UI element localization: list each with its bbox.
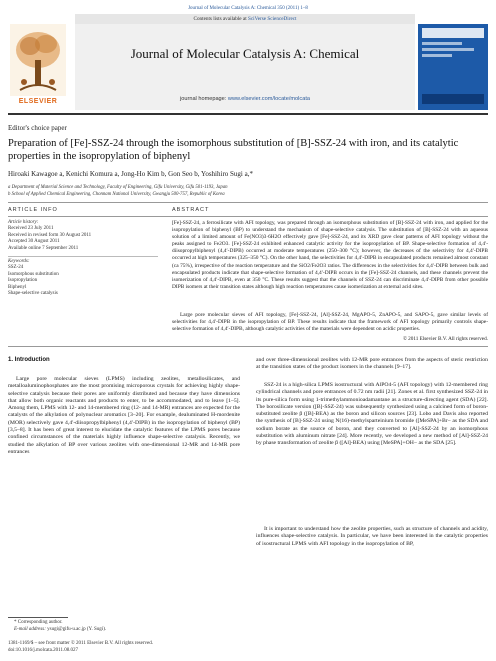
footnote-rule [8,617,68,618]
article-info-heading: ARTICLE INFO [8,207,58,213]
article-history [8,220,158,252]
abstract-heading: ABSTRACT [172,207,210,213]
author-list: Hiroaki Kawagoe a, Kenichi Komura a, Jong-Ho Kim b, Gon Seo b, Yoshihiro Sugi a,* [8,170,253,178]
keywords-block [8,259,158,297]
keyword-item: Shape-selective catalysis [8,291,58,297]
issn-line: 1381-1169/$ – see front matter © 2011 Elsevier B.V. All rights reserved. [8,641,153,646]
running-head: Journal of Molecular Catalysis A: Chemical 350 (2011) 1–8 [188,6,308,11]
affiliation-a: a Department of Material Science and Technology, Faculty of Engineering, Gifu University, Gifu 501-1193, Japan [8,185,228,190]
journal-cover-thumbnail [418,24,488,110]
divider-info [8,216,488,217]
elsevier-tree-logo [10,24,66,96]
tree-logo-icon [10,24,66,96]
author-email [8,627,246,633]
info-divider [8,256,158,257]
elsevier-wordmark: ELSEVIER [18,98,58,105]
keyword-item: Biphenyl [8,284,27,290]
doi-link[interactable]: doi:10.1016/j.molcata.2011.08.027 [8,648,78,653]
divider-bottom [8,346,488,347]
abstract-paragraph-2: Large pore molecular sieves of AFI topology, [Fe]-SSZ-24, [Al]-SSZ-24, MgAPO-5, ZnAPO-5, and SAPO-5, gave similar levels of selectivities for 4,4′-DIPB in the isopropylation of BP. These results indicate that the framework of AFI topology primarily controls shape-selective formation of 4,4′-DIPB, although catalytic activities of the materials were dependent on acidic properties. [172,312,488,333]
keyword-item: SSZ-24 [8,265,24,271]
history-label: Article history: [8,220,39,225]
header-rule [8,113,488,115]
introduction-left-column: Large pore molecular sieves (LPMS) including zeolites, metallosilicates, and metalloaluminophosphates are the most promising microporous crystals for achieving highly shape-selective catalysis because their pores are uniformly distributed and because they have dimensions that allow both organic reactants and products to enter, to be accommodated, and to leave [1–5]. Among them, LPMS with 12- and 14-membered ring (12- and 14-MR) entrances are expected for the catalysts of the alkylation of polynuclear aromatics [3–20]. For example, dealuminated H-mordenite (MOR) selectively gave 4,4′-diisopropylbiphenyl (4,4′-DIPB) in the isopropylation of biphenyl (BP) [3,5–8]. It has been of great interest to elucidate the catalytic features of the LPMS pores because confined circumstances of the materials highly influence shape-selective catalysis. Recently, we studied the alkylation of BP over various zeolites with one-dimensional 12-MR and 14-MR pore entrances [8,376,240,455]
copyright-notice: © 2011 Elsevier B.V. All rights reserved. [402,336,488,342]
sciencedirect-link[interactable]: SciVerse ScienceDirect [247,16,297,22]
introduction-heading: 1. Introduction [8,357,50,363]
corresponding-author: * Corresponding author. [14,620,63,625]
introduction-right-p3: It is important to understand how the zeolite properties, such as structure of channels and acidity, influences shape-selective catalysis. In particular, we have been interested in the catalytic properties of isostructural LPMS with AFI topology in the isopropylation of BP, [256,526,488,547]
journal-name: Journal of Molecular Catalysis A: Chemical [130,46,360,61]
email-address[interactable]: ysugi@gifu-u.ac.jp (Y. Sugi). [47,627,107,632]
cover-art-icon [418,24,488,110]
contents-bar [75,14,415,24]
history-online: Available online 7 September 2011 [8,245,79,251]
introduction-right-p1: and over three-dimensional zeolites with 12-MR pore entrances from the aspects of steric restriction at the transition states of the product isomers in the channels [9–17]. [256,357,488,371]
journal-homepage [75,96,415,102]
history-accepted: Accepted 30 August 2011 [8,239,60,245]
contents-prefix: Contents lists available at [193,16,248,22]
section-label: Editor's choice paper [8,124,67,132]
keyword-item: Isomorphous substitution [8,271,59,277]
homepage-link[interactable]: www.elsevier.com/locate/molcata [227,96,310,102]
email-label: E-mail address: [14,627,48,632]
keywords-label: Keywords: [8,259,30,264]
divider-top [8,202,488,203]
abstract-paragraph-1: [Fe]-SSZ-24, a ferrosilicate with AFI topology, was prepared through an isomorphous substitution of [B]-SSZ-24 with iron, and applied for the isopropylation of biphenyl (BP) to understand the mechanism of shape-selective catalysis. The substitution of [B]-SSZ-24 with an aqueous solution of a limited amount of Fe(NO3)3·6H2O effectively gave [Fe]-SSZ-24, and its XRD gave clear patterns of AFI topology without the peaks assigned to Fe2O3. [Fe]-SSZ-24 exhibited enhanced catalytic activity for the isopropylation of BP. Shape-selective formation of 4,4′-diisopropylbiphenyl (4,4′-DIPB) occurred at moderate temperatures (250–300 °C); however, the decreases of the selectivity for 4,4′-DIPB occurred at high temperatures (325–350 °C). On the other hand, the selectivities for 4,4′-DIPB in encapsulated products remained almost constant (ca 75%), irrespective of the reaction temperature and the SiO2/Fe2O3 ratios. The differences in the selectivities for 4,4′-DIPB between bulk and encapsulated products indicate that shape-selective formation of 4,4′-DIPB occurs in the [Fe]-SSZ-24 channels, and these channels prevent the isomerization of 4,4′-DIPB, even at 350 °C. These results suggest that the channels of SSZ-24 can discriminate 4,4′-DIPB from other possible DIPB isomers at their transition states although high reaction temperatures cause isomerization at external acid sites. [172,220,488,290]
history-received: Received 23 July 2011 [8,226,54,232]
history-revised: Received in revised form 30 August 2011 [8,232,92,238]
affiliation-b: b School of Applied Chemical Engineering, Chonnam National University, Gwangju 500-757, Republic of Korea [8,192,225,197]
article-title: Preparation of [Fe]-SSZ-24 through the isomorphous substitution of [B]-SSZ-24 with iron, and its catalytic properties in the isopropylation of biphenyl [8,138,459,162]
keyword-item: Isopropylation [8,278,38,284]
introduction-right-p2: SSZ-24 is a high-silica LPMS isostructural with AlPO4-5 (AFI topology) with 12-membered ring cylindrical channels and pore entrances of 0.72 nm radii [21]. Zones et al. first synthesized SSZ-24 in its pure-silica form using 1-trimethylammonioadamantane as a structure-directing agent (SDA) [22]. The borosilicate version ([B]-SSZ-24) was subsequently synthesized using a calcined form of boron-substituted zeolite β ([B]-BEA) as the boron and silicon sources [23]. Lobo and Davis also reported the synthesis of [B]-SSZ-24 using N(16)-methylsparteinium bromide ([MeSPA]+Br− as the SDA and sodium borate as the source of boron, and they converted to [Al]-SSZ-24 by an isomorphous substitution with aluminum nitrate [24]. More recently, we developed a new method of [Al]-SSZ-24 by phase transformation of zeolite β ([Al]-BEA) using [MeSPA]+OH− as the SDA [25]. [256,382,488,447]
homepage-prefix: journal homepage: [180,96,228,102]
